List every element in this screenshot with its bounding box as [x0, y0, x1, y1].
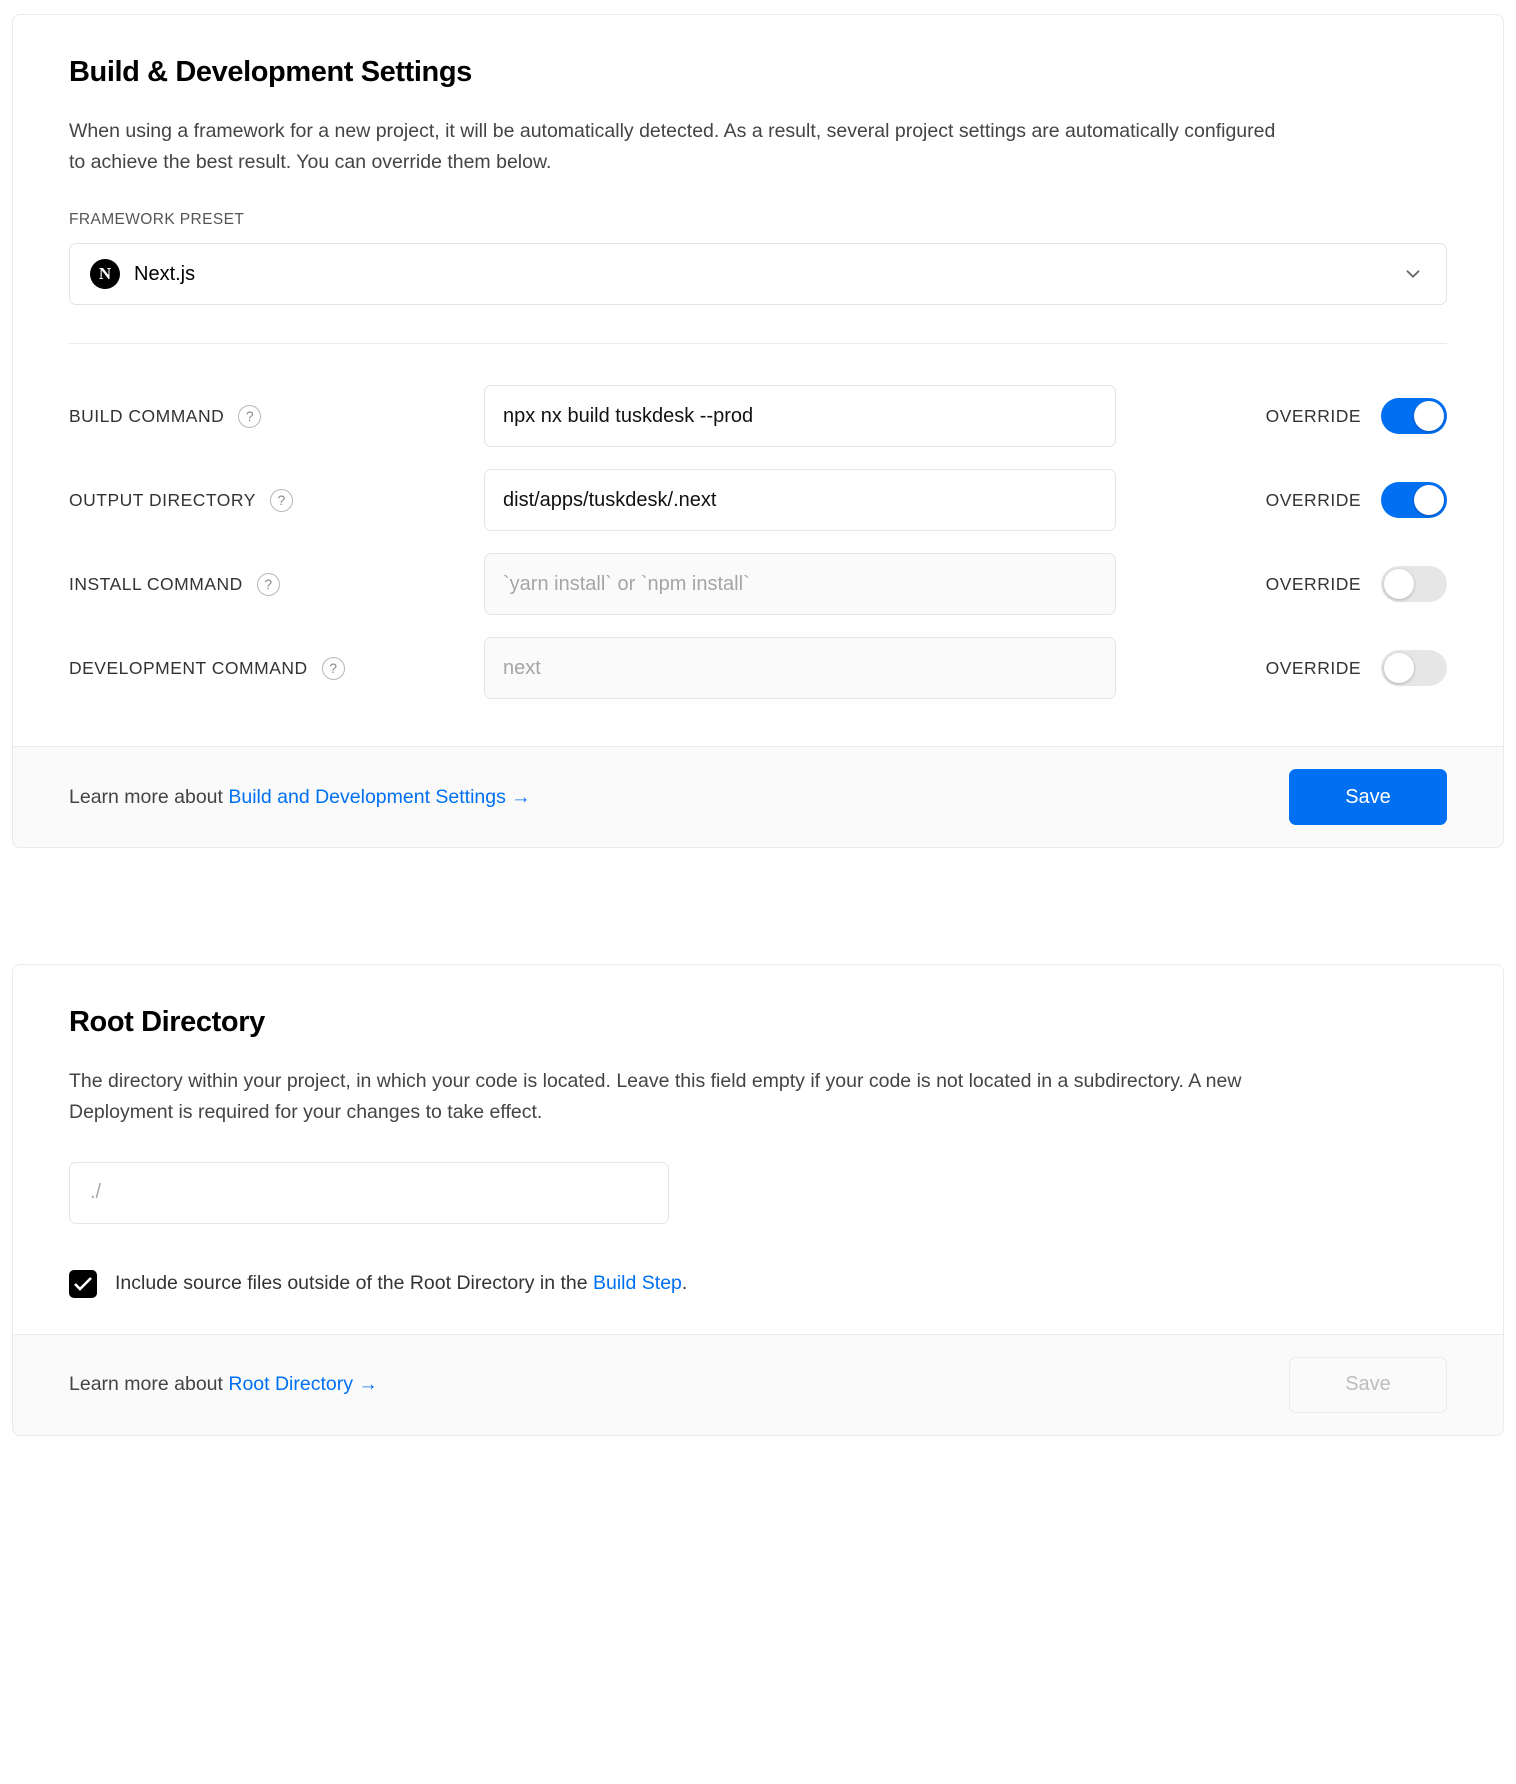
check-icon: [73, 1275, 93, 1293]
development-command-override-group: [1266, 650, 1447, 686]
build-command-override-group: [1266, 398, 1447, 434]
build-card-footer: [13, 746, 1503, 847]
include-source-files-label-prefix: Include source files outside of the Root Directory in the: [115, 1272, 593, 1295]
development-command-label-group: [69, 657, 484, 680]
build-command-override-label: OVERRIDE: [1265, 405, 1361, 426]
build-command-input[interactable]: [484, 385, 1116, 447]
root-directory-input[interactable]: [69, 1162, 669, 1224]
root-directory-link[interactable]: Root Directory →: [228, 1373, 378, 1396]
build-learn-more: [69, 786, 531, 809]
framework-preset-select[interactable]: [69, 243, 1447, 305]
page-title: Build & Development Settings: [69, 56, 472, 88]
build-command-row: [69, 374, 1447, 458]
include-source-files-row: [69, 1270, 1447, 1298]
divider: [69, 343, 1447, 344]
build-command-override-toggle[interactable]: [1381, 398, 1447, 434]
framework-preset-value: Next.js: [134, 262, 196, 285]
toggle-knob: [1384, 569, 1414, 599]
development-command-label: DEVELOPMENT COMMAND: [69, 657, 308, 678]
build-and-development-settings-card: [12, 14, 1504, 848]
build-card-description: When using a framework for a new project, it will be automatically detected. As a result, several project settings are automatically configured to achieve the best result. You can override them below.: [69, 119, 1276, 173]
root-card-footer: [13, 1334, 1503, 1435]
output-directory-override-toggle[interactable]: [1381, 482, 1447, 518]
framework-preset-label: FRAMEWORK PRESET: [69, 211, 245, 229]
build-step-link[interactable]: Build Step: [593, 1272, 682, 1295]
question-mark-icon[interactable]: ?: [270, 489, 293, 512]
card-spacer: [12, 848, 1504, 964]
question-mark-icon[interactable]: ?: [322, 657, 345, 680]
include-source-files-label: [115, 1272, 687, 1295]
build-save-button[interactable]: Save: [1289, 769, 1447, 825]
output-directory-override-label: OVERRIDE: [1265, 489, 1361, 510]
root-card-body: [13, 965, 1503, 1333]
question-mark-icon[interactable]: ?: [238, 405, 261, 428]
install-command-label: INSTALL COMMAND: [69, 573, 243, 594]
nextjs-logo-icon: N: [90, 259, 120, 289]
install-command-override-group: [1266, 566, 1447, 602]
chevron-down-icon: [1402, 263, 1424, 285]
build-card-body: [13, 15, 1503, 746]
install-command-override-label: OVERRIDE: [1265, 573, 1361, 594]
build-command-label: BUILD COMMAND: [69, 405, 225, 426]
toggle-knob: [1384, 653, 1414, 683]
output-directory-input[interactable]: [484, 469, 1116, 531]
output-directory-override-group: [1266, 482, 1447, 518]
install-command-override-toggle[interactable]: [1381, 566, 1447, 602]
output-directory-label-group: [69, 489, 484, 512]
development-command-row: [69, 626, 1447, 710]
toggle-knob: [1414, 485, 1444, 515]
install-command-label-group: [69, 573, 484, 596]
development-command-override-label: OVERRIDE: [1265, 657, 1361, 678]
install-command-input[interactable]: [484, 553, 1116, 615]
root-learn-more: [69, 1373, 378, 1396]
development-command-override-toggle[interactable]: [1381, 650, 1447, 686]
build-command-label-group: [69, 405, 484, 428]
build-learn-more-prefix: Learn more about: [69, 785, 229, 808]
build-and-development-settings-link[interactable]: Build and Development Settings →: [228, 785, 531, 808]
question-mark-icon[interactable]: ?: [257, 573, 280, 596]
root-save-button[interactable]: Save: [1289, 1357, 1447, 1413]
output-directory-label: OUTPUT DIRECTORY: [69, 489, 256, 510]
root-directory-description: The directory within your project, in which your code is located. Leave this field empty if your code is not located in a subdirectory. A new Deployment is required for your changes to take effect.: [69, 1070, 1242, 1123]
toggle-knob: [1414, 401, 1444, 431]
output-directory-row: [69, 458, 1447, 542]
development-command-input[interactable]: [484, 637, 1116, 699]
install-command-row: [69, 542, 1447, 626]
root-learn-more-prefix: Learn more about: [69, 1373, 229, 1396]
include-source-files-checkbox[interactable]: [69, 1270, 97, 1298]
root-directory-title: Root Directory: [69, 1006, 265, 1039]
framework-preset-value-group: [90, 259, 195, 289]
root-directory-card: [12, 964, 1504, 1435]
include-source-files-label-suffix: .: [681, 1272, 688, 1295]
